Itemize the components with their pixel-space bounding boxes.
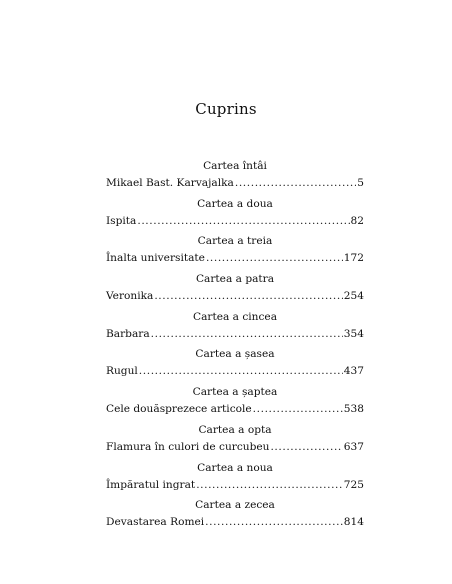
book-heading: Cartea a opta — [198, 423, 272, 436]
toc-section — [106, 271, 364, 309]
book-heading: Cartea a patra — [195, 273, 275, 286]
entry-title: Veronika — [106, 290, 154, 303]
book-heading: Cartea a noua — [197, 461, 273, 474]
entry-title: Cele douăsprezece articole — [106, 403, 252, 416]
page-number: 725 — [343, 478, 364, 491]
page-number: 437 — [343, 365, 364, 378]
book-heading: Cartea a șasea — [195, 348, 275, 361]
toc-section — [106, 346, 364, 384]
toc-entry — [106, 477, 364, 494]
page-number: 354 — [343, 327, 364, 340]
entry-title: Ispita — [106, 214, 137, 227]
book-heading: Cartea a doua — [197, 197, 273, 210]
page-number: 637 — [343, 440, 364, 453]
page-number: 5 — [357, 177, 364, 189]
toc-entry — [106, 213, 364, 230]
dot-leader — [139, 363, 343, 380]
book-heading: Cartea a cincea — [192, 310, 278, 323]
book-heading: Cartea întâi — [203, 160, 267, 172]
dot-leader — [270, 439, 342, 456]
entry-title: Împăratul ingrat — [106, 478, 196, 491]
book-heading: Cartea a zecea — [195, 499, 275, 512]
entry-title: Rugul — [106, 365, 138, 378]
toc-entry — [106, 250, 364, 267]
page-number: 814 — [343, 516, 364, 529]
dot-leader — [253, 401, 343, 418]
toc-entry — [106, 514, 364, 531]
entry-title: Devastarea Romei — [106, 516, 205, 529]
toc-entry — [106, 439, 364, 456]
page-number: 82 — [350, 214, 364, 227]
page-number: 254 — [343, 290, 364, 303]
page-title: Cuprins — [195, 100, 257, 118]
toc-section — [106, 384, 364, 422]
page-number: 538 — [343, 403, 364, 416]
book-heading: Cartea a treia — [197, 235, 273, 248]
dot-leader — [151, 326, 343, 343]
dot-leader — [206, 250, 343, 267]
toc-section — [106, 196, 364, 234]
dot-leader — [137, 213, 349, 230]
page-number: 172 — [343, 252, 364, 265]
dot-leader — [205, 514, 343, 531]
toc-entry — [106, 363, 364, 380]
table-of-contents — [106, 158, 364, 535]
entry-title: Înalta universitate — [106, 252, 205, 265]
entry-title: Flamura în culori de curcubeu — [106, 440, 270, 453]
entry-title: Mikael Bast. Karvajalka — [106, 177, 234, 189]
toc-entry — [106, 175, 364, 192]
dot-leader — [154, 288, 342, 305]
book-heading: Cartea a șaptea — [192, 386, 278, 399]
toc-section — [106, 422, 364, 460]
entry-title: Barbara — [106, 327, 150, 340]
toc-section — [106, 497, 364, 535]
toc-section — [106, 460, 364, 498]
toc-section — [106, 233, 364, 271]
toc-section — [106, 309, 364, 347]
dot-leader — [235, 175, 356, 192]
dot-leader — [196, 477, 343, 494]
toc-entry — [106, 401, 364, 418]
toc-entry — [106, 288, 364, 305]
toc-section — [106, 158, 364, 196]
toc-entry — [106, 326, 364, 343]
